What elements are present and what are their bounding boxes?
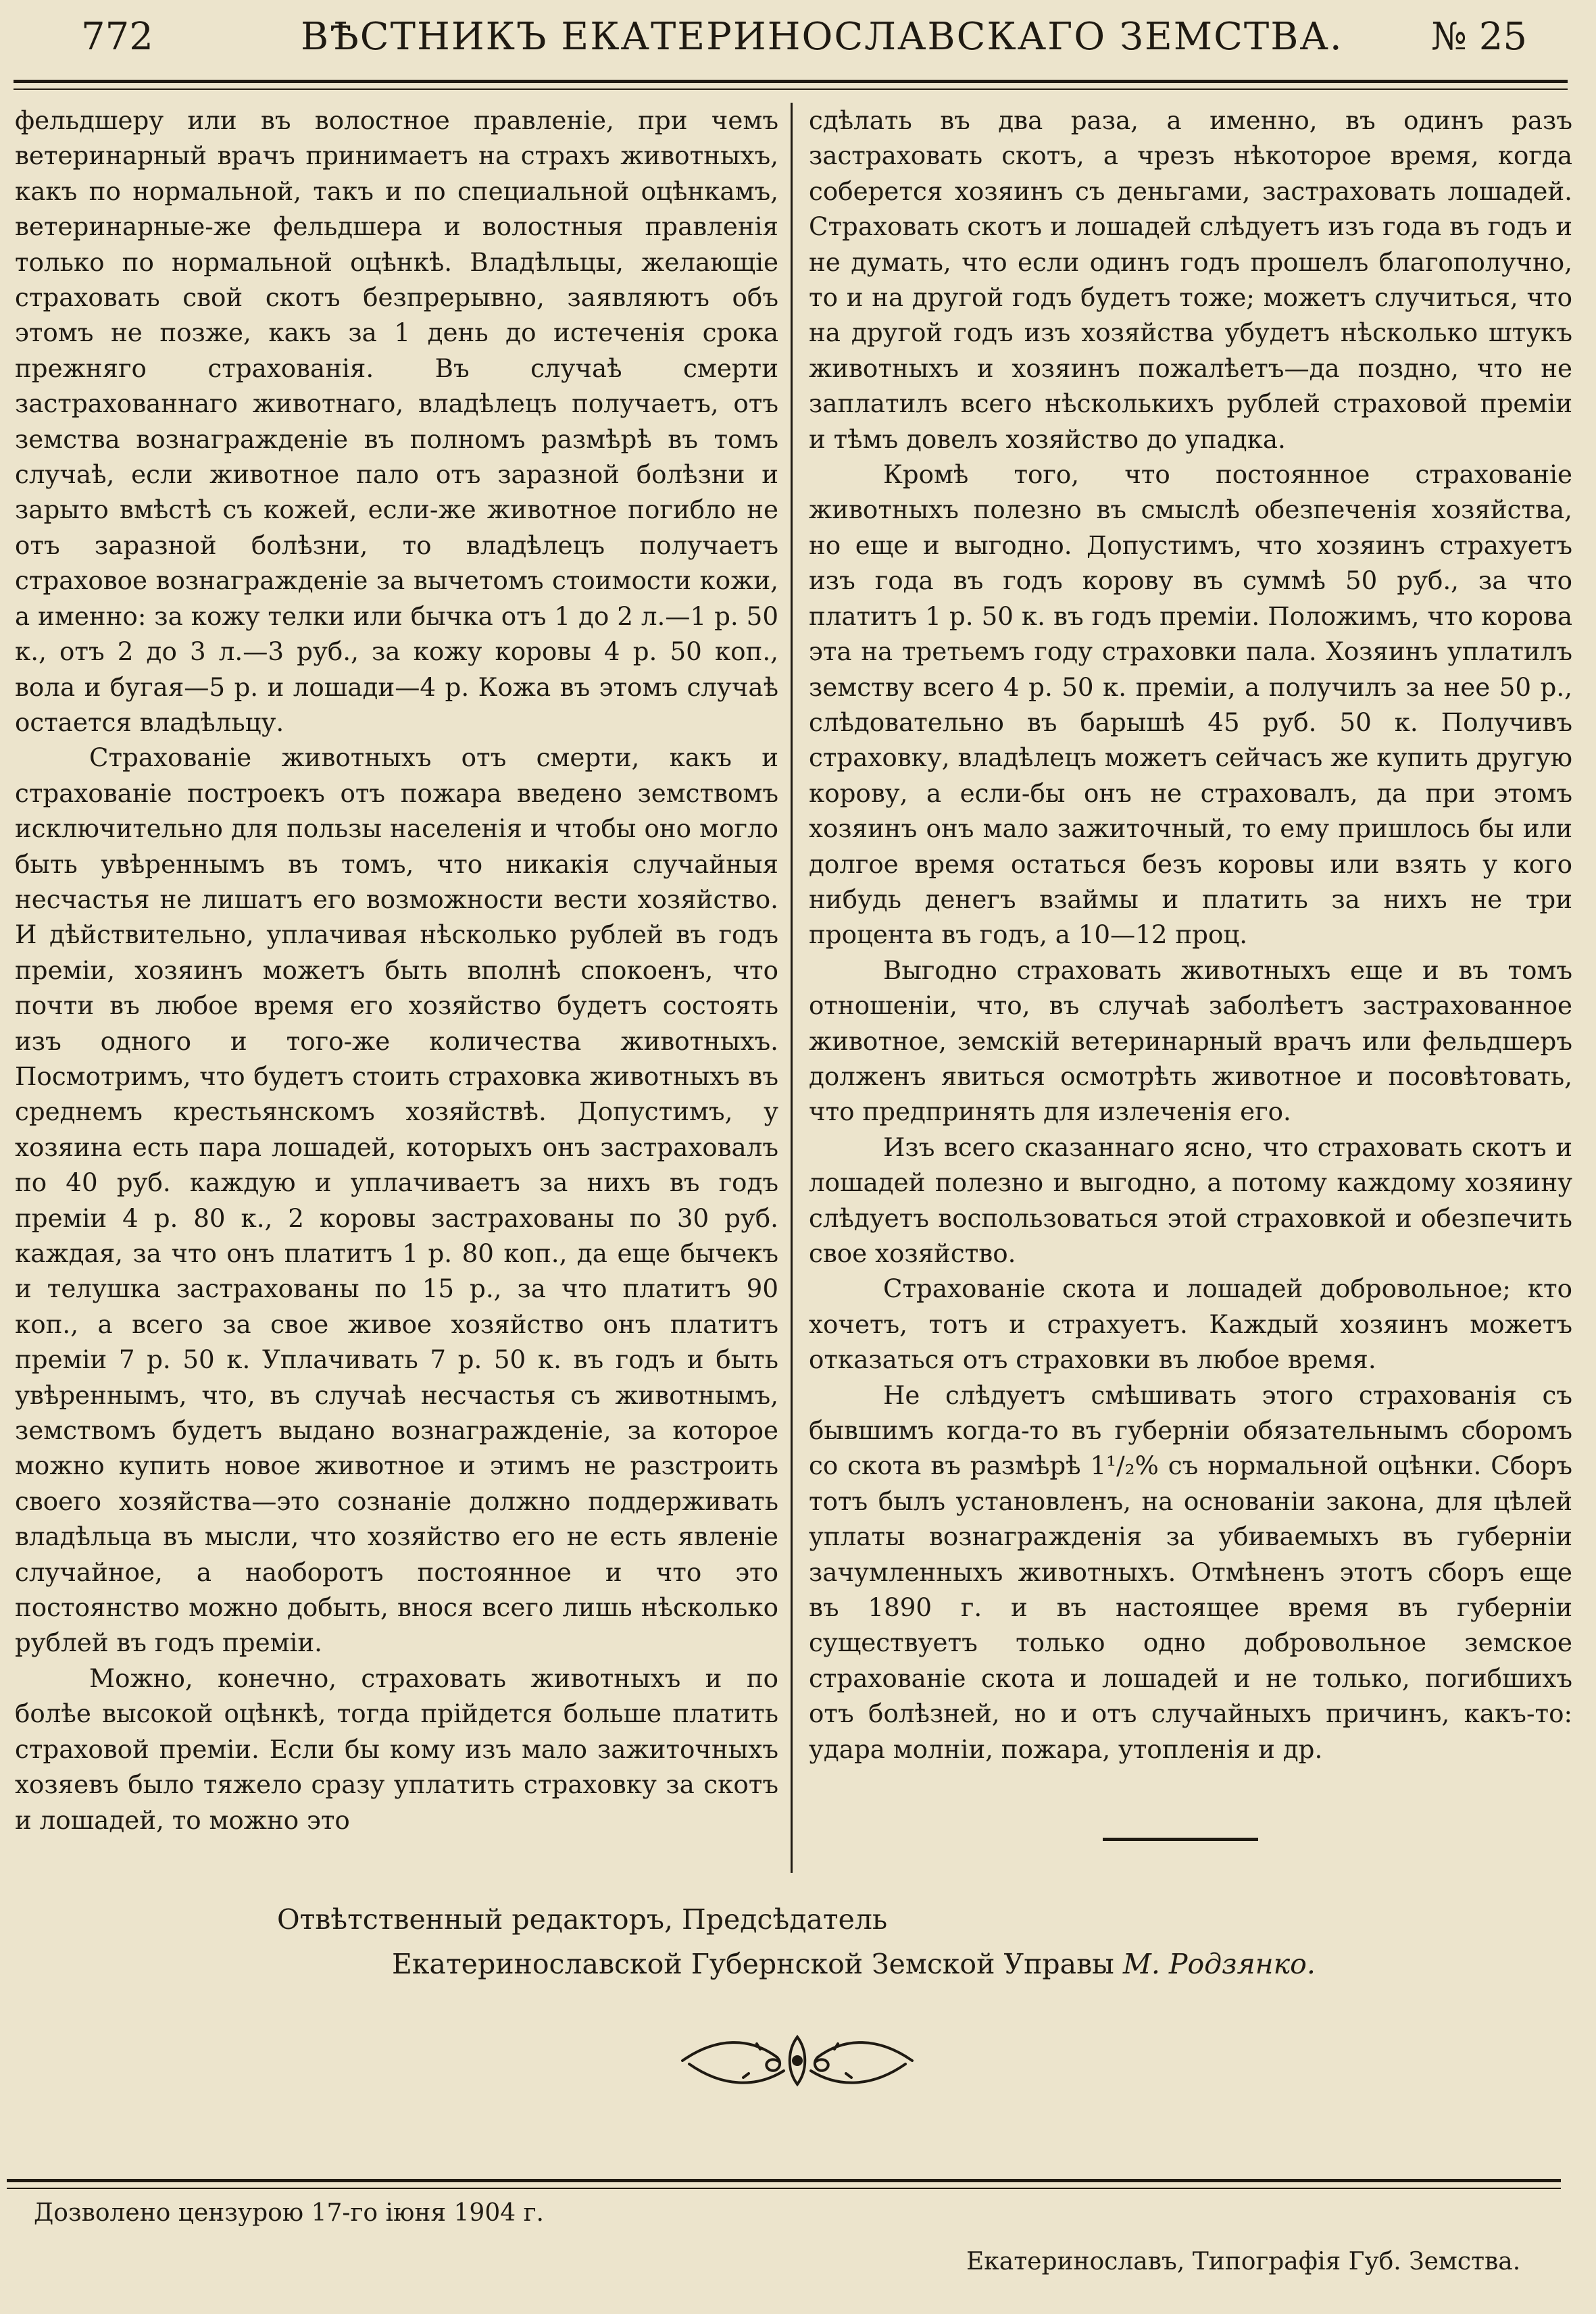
page-number: 772: [81, 15, 153, 59]
header-rule: [14, 80, 1568, 90]
ornament-flourish-icon: [676, 2023, 919, 2098]
paragraph: Кромѣ того, что постоянное страхованіе животныхъ полезно въ смыслѣ обезпеченія хозяйства, но еще и выгодно. Допустимъ, что хозяинъ страхуетъ изъ года въ годъ корову въ суммѣ 50 руб., за что платитъ 1 р. 50 к. въ годъ преміи. Положимъ, что корова эта на третьемъ году страховки пала. Хозяинъ уплатилъ земству всего 4 р. 50 к. преміи, а получилъ за нее 50 р., слѣдовательно въ барышѣ 45 руб. 50 к. Получивъ страховку, владѣлецъ можетъ сейчасъ же купить другую корову, а если-бы онъ не страховалъ, да при этомъ хозяинъ онъ мало зажиточный, то ему пришлось бы или долгое время остаться безъ коровы или взять у кого нибудь денегъ взаймы и платить за нихъ не три процента въ годъ, а 10—12 проц.: [809, 459, 1572, 950]
paragraph: Страхованіе скота и лошадей добровольное; кто хочетъ, тотъ и страхуетъ. Каждый хозяинъ можетъ отказаться отъ страховки въ любое время.: [809, 1274, 1572, 1375]
printer-imprint: Екатеринославъ, Типографія Губ. Земства.: [966, 2248, 1521, 2275]
footer-rule: [7, 2179, 1561, 2189]
editor-name: М. Родзянко.: [1122, 1948, 1316, 1980]
left-column: [15, 103, 778, 1838]
paragraph: Не слѣдуетъ смѣшивать этого страхованія съ бывшимъ когда-то въ губерніи обязательнымъ сборомъ со скота въ размѣрѣ 1¹/₂% съ нормальной оцѣнки. Сборъ тотъ былъ установленъ, на основаніи закона, для цѣлей уплаты вознагражденія за убиваемыхъ въ губерніи зачумленныхъ животныхъ. Отмѣненъ этотъ сборъ еще въ 1890 г. и въ настоящее время въ губерніи существуетъ только одно добровольное земское страхованіе скота и лошадей и не только, погибшихъ отъ болѣзней, но и отъ случайныхъ причинъ, какъ-то: удара молніи, пожара, утопленія и др.: [809, 1380, 1572, 1764]
editor-line-2: [392, 1943, 1316, 1985]
paragraph: Выгодно страховать животныхъ еще и въ томъ отношеніи, что, въ случаѣ заболѣетъ застрахованное животное, земскій ветеринарный врачъ или фельдшеръ долженъ явиться осмотрѣть животное и посовѣтовать, что предпринять для излеченія его.: [809, 955, 1572, 1127]
editor-line-1: Отвѣтственный редакторъ, Предсѣдатель: [277, 1903, 888, 1936]
right-column: [809, 103, 1572, 1767]
paragraph: Изъ всего сказаннаго ясно, что страховать скотъ и лошадей полезно и выгодно, а потому каждому хозяину слѣдуетъ воспользоваться этой страховкой и обезпечить свое хозяйство.: [809, 1132, 1572, 1268]
journal-title: ВѢСТНИКЪ ЕКАТЕРИНОСЛАВСКАГО ЗЕМСТВА.: [301, 15, 1343, 59]
column-divider: [791, 103, 793, 1873]
paragraph: Можно, конечно, страховать животныхъ и по болѣе высокой оцѣнкѣ, тогда прійдется больше платить страховой преміи. Если бы кому изъ мало зажиточныхъ хозяевъ было тяжело сразу уплатить страховку за скотъ и лошадей, то можно это: [15, 1663, 778, 1835]
censorship-note: Дозволено цензурою 17-го іюня 1904 г.: [34, 2199, 544, 2227]
page-header: [54, 7, 1554, 68]
paragraph: фельдшеру или въ волостное правленіе, при чемъ ветеринарный врачъ принимаетъ на страхъ животныхъ, какъ по нормальной, такъ и по специальной оцѣнкамъ, ветеринарные-же фельдшера и волостныя правленія только по нормальной оцѣнкѣ. Владѣльцы, желающіе страховать свой скотъ безпрерывно, заявляютъ объ этомъ не позже, какъ за 1 день до истеченія срока прежняго страхованія. Въ случаѣ смерти застрахованнаго животнаго, владѣлецъ получаетъ, отъ земства вознагражденіе въ полномъ размѣрѣ въ томъ случаѣ, если животное пало отъ заразной болѣзни и зарыто вмѣстѣ съ кожей, если-же животное погибло не отъ заразной болѣзни, то владѣлецъ получаетъ страховое вознагражденіе за вычетомъ стоимости кожи, а именно: за кожу телки или бычка отъ 1 до 2 л.—1 р. 50 к., отъ 2 до 3 л.—3 руб., за кожу коровы 4 р. 50 коп., вола и бугая—5 р. и лошади—4 р. Кожа въ этомъ случаѣ остается владѣльцу.: [15, 105, 778, 737]
editor-board: Екатеринославской Губернской Земской Управы: [392, 1948, 1114, 1980]
paragraph: сдѣлать въ два раза, а именно, въ одинъ разъ застраховать скотъ, а чрезъ нѣкоторое время, когда соберется хозяинъ съ деньгами, застраховать лошадей. Страховать скотъ и лошадей слѣдуетъ изъ года въ годъ и не думать, что если одинъ годъ прошелъ благополучно, то и на другой годъ будетъ тоже; можетъ случиться, что на другой годъ изъ хозяйства убудетъ нѣсколько штукъ животныхъ и хозяинъ пожалѣетъ—да поздно, что не заплатилъ всего нѣсколькихъ рублей страховой преміи и тѣмъ довелъ хозяйство до упадка.: [809, 105, 1572, 454]
issue-number: № 25: [1430, 15, 1527, 59]
paragraph: Страхованіе животныхъ отъ смерти, какъ и страхованіе построекъ отъ пожара введено земствомъ исключительно для пользы населенія и чтобы оно могло быть увѣреннымъ въ томъ, что никакія случайныя несчастья не лишатъ его возможности вести хозяйство. И дѣйствительно, уплачивая нѣсколько рублей въ годъ преміи, хозяинъ можетъ быть вполнѣ спокоенъ, что почти въ любое время его хозяйство будетъ состоять изъ одного и того-же количества животныхъ. Посмотримъ, что будетъ стоить страховка животныхъ въ среднемъ крестьянскомъ хозяйствѣ. Допустимъ, у хозяина есть пара лошадей, которыхъ онъ застраховалъ по 40 руб. каждую и уплачиваетъ за нихъ въ годъ преміи 4 р. 80 к., 2 коровы застрахованы по 30 руб. каждая, за что онъ платитъ 1 р. 80 коп., да еще бычекъ и телушка застрахованы по 15 р., за что платитъ 90 коп., а всего за свое живое хозяйство онъ платитъ преміи 7 р. 50 к. Уплачивать 7 р. 50 к. въ годъ и быть увѣреннымъ, что, въ случаѣ несчастья съ животнымъ, земствомъ будетъ выдано вознагражденіе, за которое можно купить новое животное и этимъ не разстроить своего хозяйства—это сознаніе должно поддерживать владѣльца въ мысли, что хозяйство его не есть явленіе случайное, а наоборотъ постоянное и что это постоянство можно добыть, внося всего лишь нѣсколько рублей въ годъ преміи.: [15, 743, 778, 1658]
section-end-rule: [1103, 1838, 1258, 1841]
